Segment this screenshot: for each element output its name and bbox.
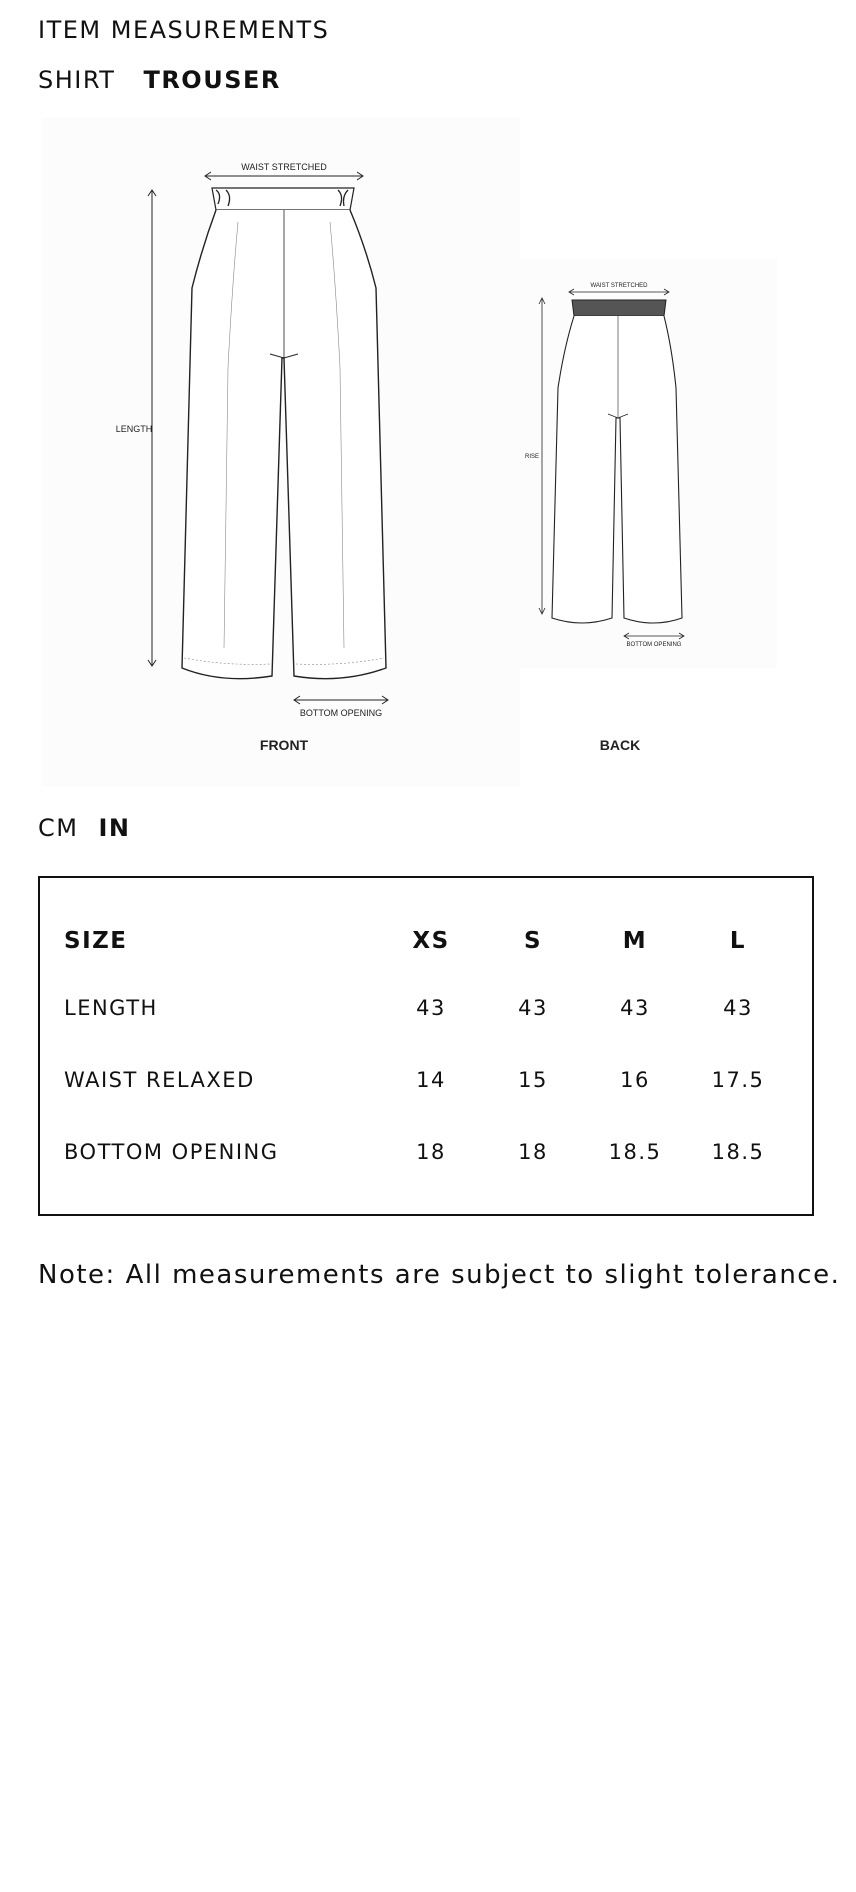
table-cell: 18 <box>518 1140 548 1164</box>
table-cell: 18 <box>416 1140 446 1164</box>
table-cell: 43 <box>620 996 650 1020</box>
front-waist-stretched-label: WAIST STRETCHED <box>241 162 327 172</box>
row-label: LENGTH <box>64 996 158 1020</box>
row-label: BOTTOM OPENING <box>64 1140 279 1164</box>
garment-tabs <box>38 66 281 94</box>
size-header-s: S <box>523 928 543 954</box>
back-bottom-opening-label: BOTTOM OPENING <box>626 642 682 648</box>
tab-shirt[interactable]: SHIRT <box>38 66 116 94</box>
size-header-l: L <box>729 928 747 954</box>
table-cell: 43 <box>416 996 446 1020</box>
table-cell: 14 <box>416 1068 446 1092</box>
unit-tabs <box>38 814 130 842</box>
back-caption: BACK <box>599 737 641 753</box>
tab-trouser[interactable]: TROUSER <box>143 66 281 94</box>
table-cell: 18.5 <box>711 1140 765 1164</box>
size-chart <box>38 876 814 1216</box>
tolerance-note: Note: All measurements are subject to slight tolerance. <box>38 1260 841 1290</box>
unit-tab-cm[interactable]: CM <box>38 814 79 842</box>
size-header-xs: XS <box>412 928 450 954</box>
table-cell: 16 <box>620 1068 650 1092</box>
size-table <box>64 910 790 1188</box>
table-header-row <box>64 910 790 972</box>
trouser-measurement-diagram <box>42 118 777 786</box>
unit-tab-in[interactable]: IN <box>98 814 131 842</box>
table-row <box>64 1116 790 1188</box>
front-length-label: LENGTH <box>115 424 153 434</box>
back-rise-label: RISE <box>524 454 540 460</box>
page-title: ITEM MEASUREMENTS <box>38 16 330 44</box>
table-row <box>64 1044 790 1116</box>
table-row <box>64 972 790 1044</box>
table-cell: 18.5 <box>608 1140 662 1164</box>
size-header: SIZE <box>64 928 128 954</box>
table-cell: 17.5 <box>711 1068 765 1092</box>
table-cell: 43 <box>723 996 753 1020</box>
size-header-m: M <box>622 928 648 954</box>
front-caption: FRONT <box>259 737 309 753</box>
back-waist-stretched-label: WAIST STRETCHED <box>590 283 648 289</box>
row-label: WAIST RELAXED <box>64 1068 255 1092</box>
table-cell: 43 <box>518 996 548 1020</box>
front-bottom-opening-label: BOTTOM OPENING <box>299 708 383 718</box>
table-cell: 15 <box>518 1068 548 1092</box>
